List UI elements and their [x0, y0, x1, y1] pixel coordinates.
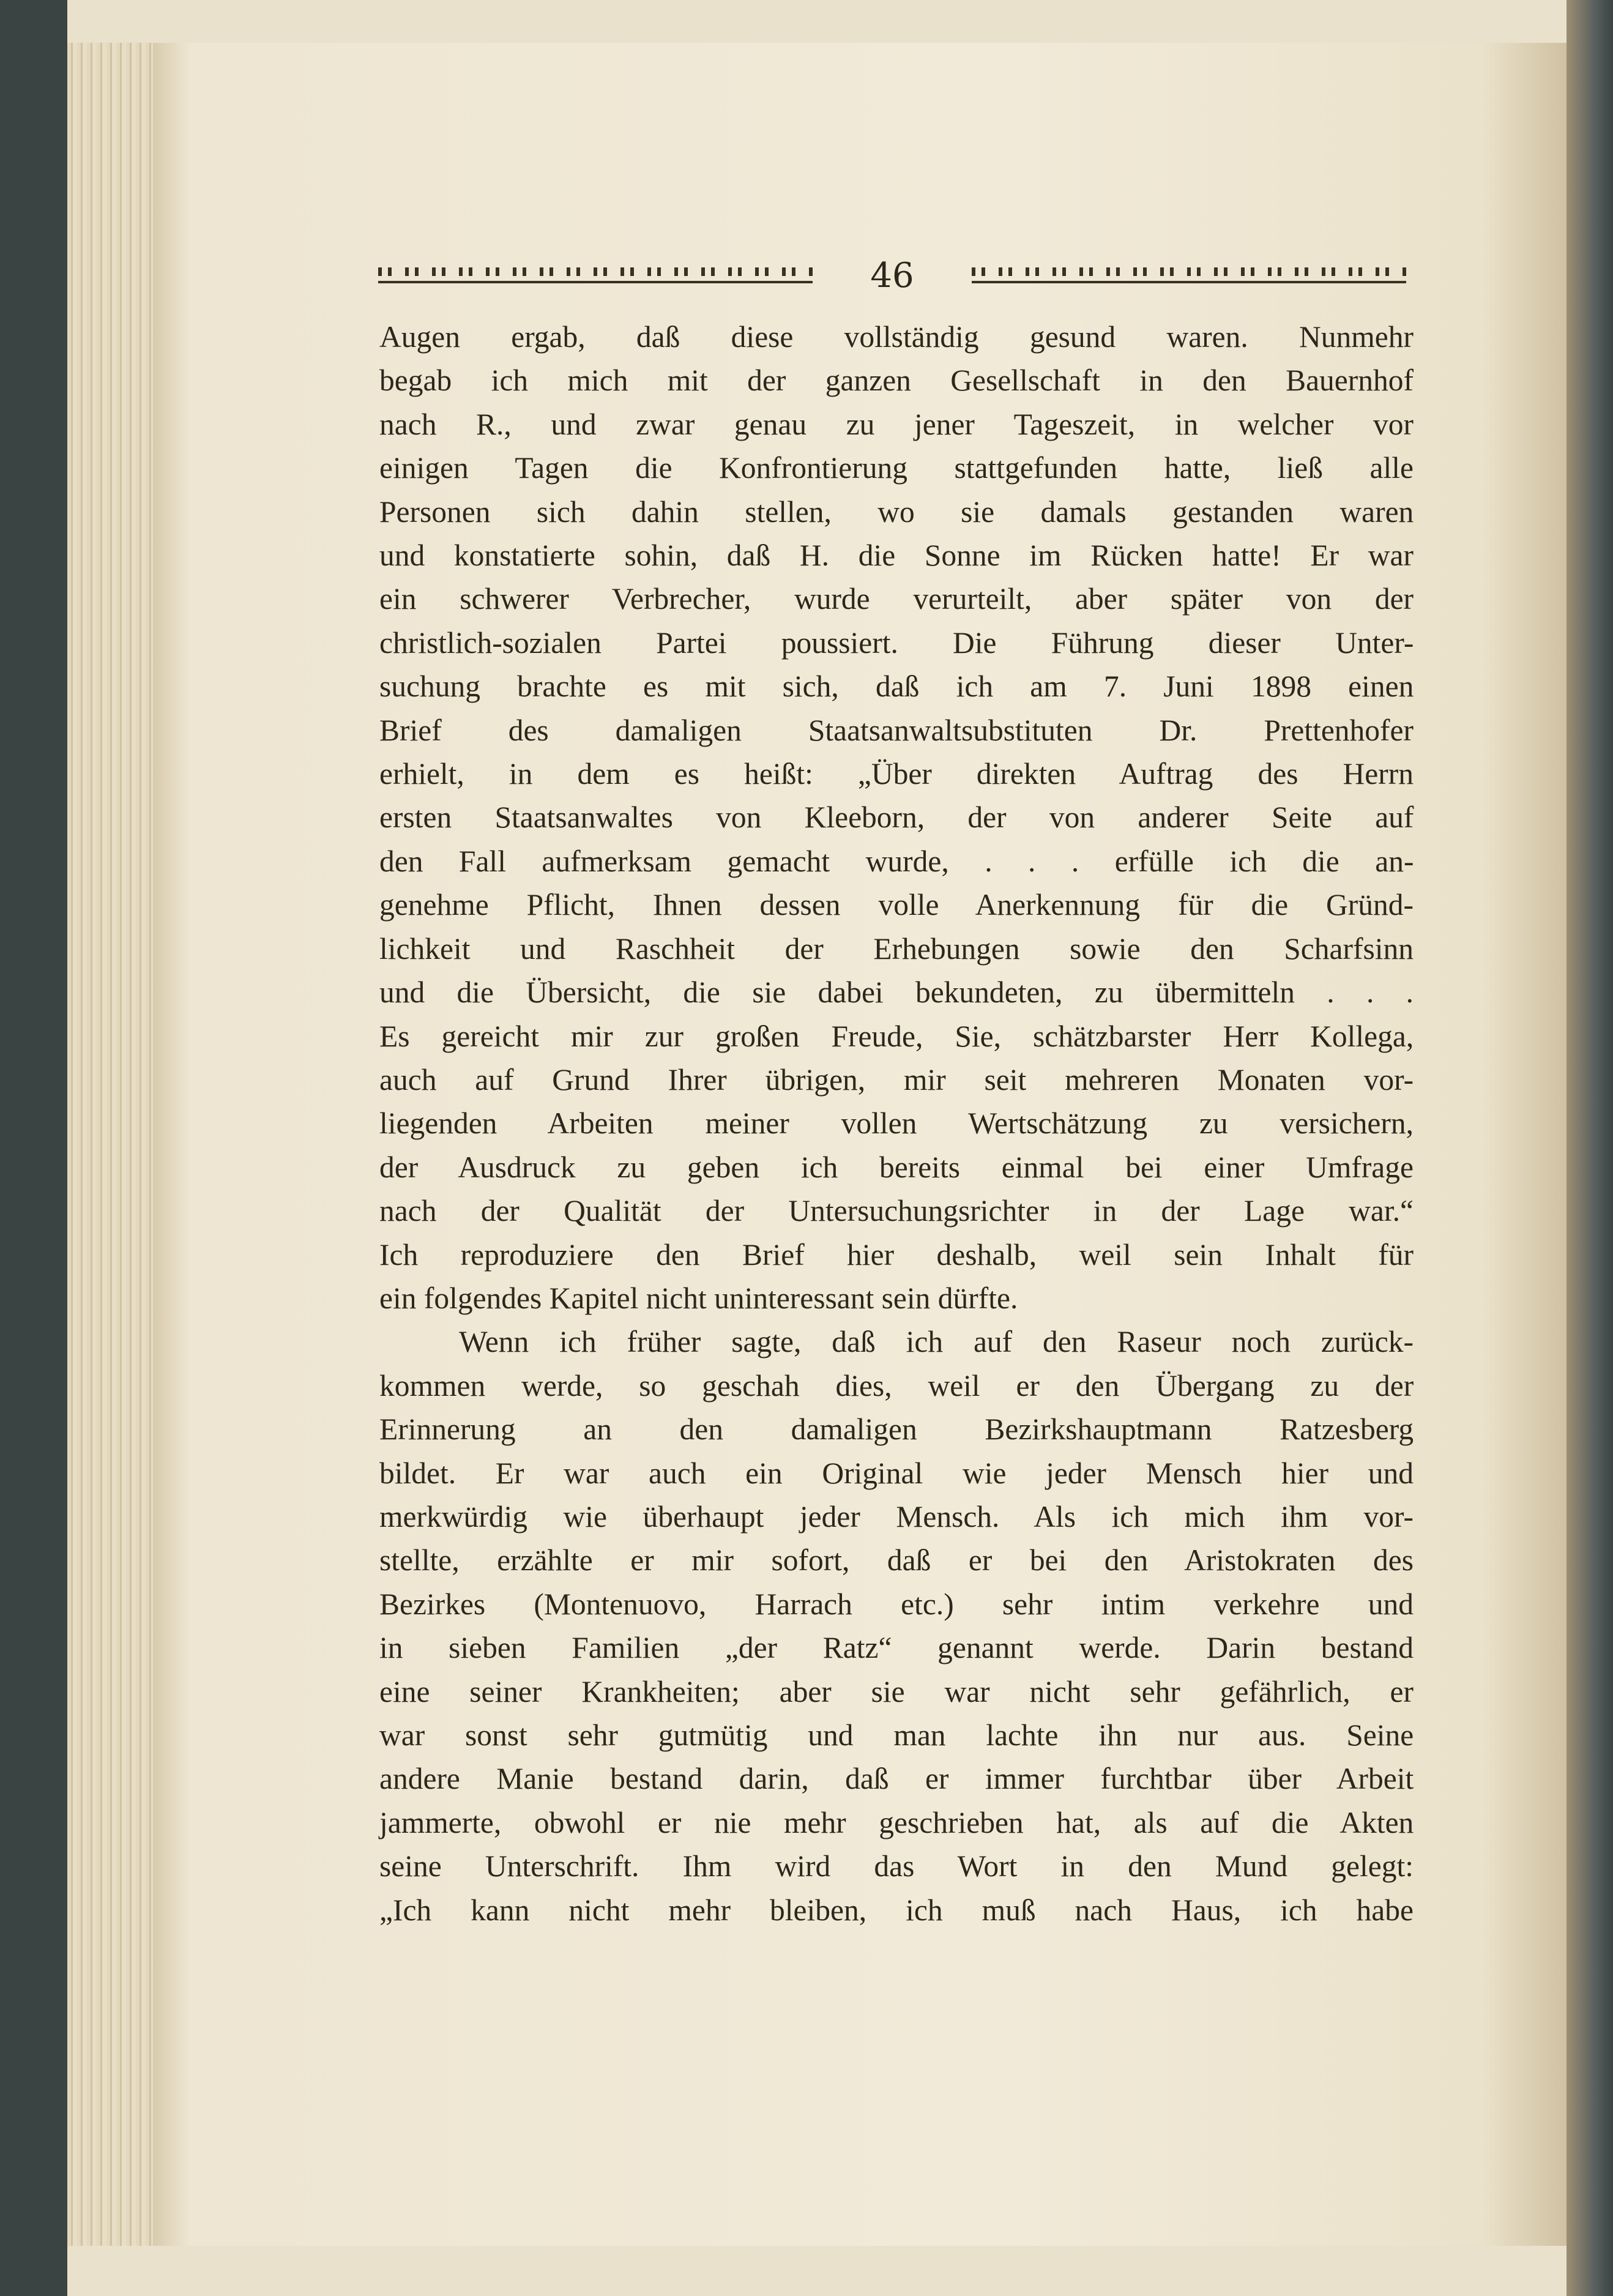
- text-line: suchung brachte es mit sich, daß ich am 7. Juni 1898 einen: [379, 669, 1414, 704]
- text-line: liegenden Arbeiten meiner vollen Wertschätzung zu versichern,: [379, 1106, 1414, 1141]
- text-line: in sieben Familien „der Ratz“ genannt werde. Darin bestand: [379, 1631, 1414, 1665]
- text-line: lichkeit und Raschheit der Erhebungen sowie den Scharfsinn: [379, 931, 1414, 966]
- book-cover-edge: [0, 0, 67, 2296]
- text-line: seine Unterschrift. Ihm wird das Wort in den Mund gelegt:: [379, 1849, 1414, 1884]
- text-line: Brief des damaligen Staatsanwaltsubstituten Dr. Prettenhofer: [379, 713, 1414, 747]
- page-stack-edges: [67, 43, 153, 2246]
- text-line: Bezirkes (Montenuovo, Harrach etc.) sehr intim verkehre und: [379, 1587, 1414, 1621]
- body-text: [379, 315, 1414, 1932]
- running-header: [378, 242, 1406, 309]
- text-line: merkwürdig wie überhaupt jeder Mensch. Als ich mich ihm vor-: [379, 1499, 1414, 1534]
- text-line: kommen werde, so geschah dies, weil er den Übergang zu der: [379, 1368, 1414, 1403]
- text-line: auch auf Grund Ihrer übrigen, mir seit mehreren Monaten vor-: [379, 1062, 1414, 1097]
- text-line: bildet. Er war auch ein Original wie jeder Mensch hier und: [379, 1456, 1414, 1490]
- text-line: Augen ergab, daß diese vollständig gesund waren. Nunmehr: [379, 320, 1414, 354]
- text-line: war sonst sehr gutmütig und man lachte ihn nur aus. Seine: [379, 1718, 1414, 1752]
- text-line: genehme Pflicht, Ihnen dessen volle Anerkennung für die Gründ-: [379, 888, 1414, 922]
- text-line: andere Manie bestand darin, daß er immer furchtbar über Arbeit: [379, 1762, 1414, 1796]
- text-line: eine seiner Krankheiten; aber sie war nicht sehr gefährlich, er: [379, 1674, 1414, 1709]
- header-ornament-right: [972, 267, 1406, 283]
- text-line: den Fall aufmerksam gemacht wurde, . . . erfülle ich die an-: [379, 844, 1414, 878]
- text-line: einigen Tagen die Konfrontierung stattgefunden hatte, ließ alle: [379, 451, 1414, 485]
- text-line: und konstatierte sohin, daß H. die Sonne im Rücken hatte! Er war: [379, 539, 1414, 573]
- page-number: 46: [870, 255, 914, 296]
- text-line: Es gereicht mir zur großen Freude, Sie, schätzbarster Herr Kollega,: [379, 1019, 1414, 1053]
- text-line: stellte, erzählte er mir sofort, daß er bei den Aristokraten des: [379, 1543, 1414, 1578]
- text-line: ein schwerer Verbrecher, wurde verurteilt, aber später von der: [379, 582, 1414, 616]
- book-gutter: [1566, 0, 1613, 2296]
- text-line: „Ich kann nicht mehr bleiben, ich muß nach Haus, ich habe: [379, 1893, 1414, 1927]
- text-line: Personen sich dahin stellen, wo sie damals gestanden waren: [379, 494, 1414, 529]
- text-line: jammerte, obwohl er nie mehr geschrieben hat, als auf die Akten: [379, 1805, 1414, 1839]
- text-line: ersten Staatsanwaltes von Kleeborn, der von anderer Seite auf: [379, 800, 1414, 835]
- text-line: der Ausdruck zu geben ich bereits einmal bei einer Umfrage: [379, 1150, 1414, 1184]
- text-line: christlich-sozialen Partei poussiert. Die Führung dieser Unter-: [379, 625, 1414, 660]
- text-line: nach der Qualität der Untersuchungsrichter in der Lage war.“: [379, 1194, 1414, 1228]
- header-ornament-left: [378, 267, 813, 283]
- text-line: nach R., und zwar genau zu jener Tageszeit, in welcher vor: [379, 407, 1414, 441]
- text-line: begab ich mich mit der ganzen Gesellschaft in den Bauernhof: [379, 363, 1414, 398]
- text-line: und die Übersicht, die sie dabei bekundeten, zu übermitteln . . .: [379, 975, 1414, 1010]
- text-line: Wenn ich früher sagte, daß ich auf den Raseur noch zurück-: [459, 1325, 1414, 1359]
- text-line: Erinnerung an den damaligen Bezirkshauptmann Ratzesberg: [379, 1412, 1414, 1447]
- text-line: Ich reproduziere den Brief hier deshalb, weil sein Inhalt für: [379, 1237, 1414, 1272]
- text-line: erhielt, in dem es heißt: „Über direkten Auftrag des Herrn: [379, 757, 1414, 791]
- text-line: ein folgendes Kapitel nicht uninteressant sein dürfte.: [379, 1281, 1018, 1315]
